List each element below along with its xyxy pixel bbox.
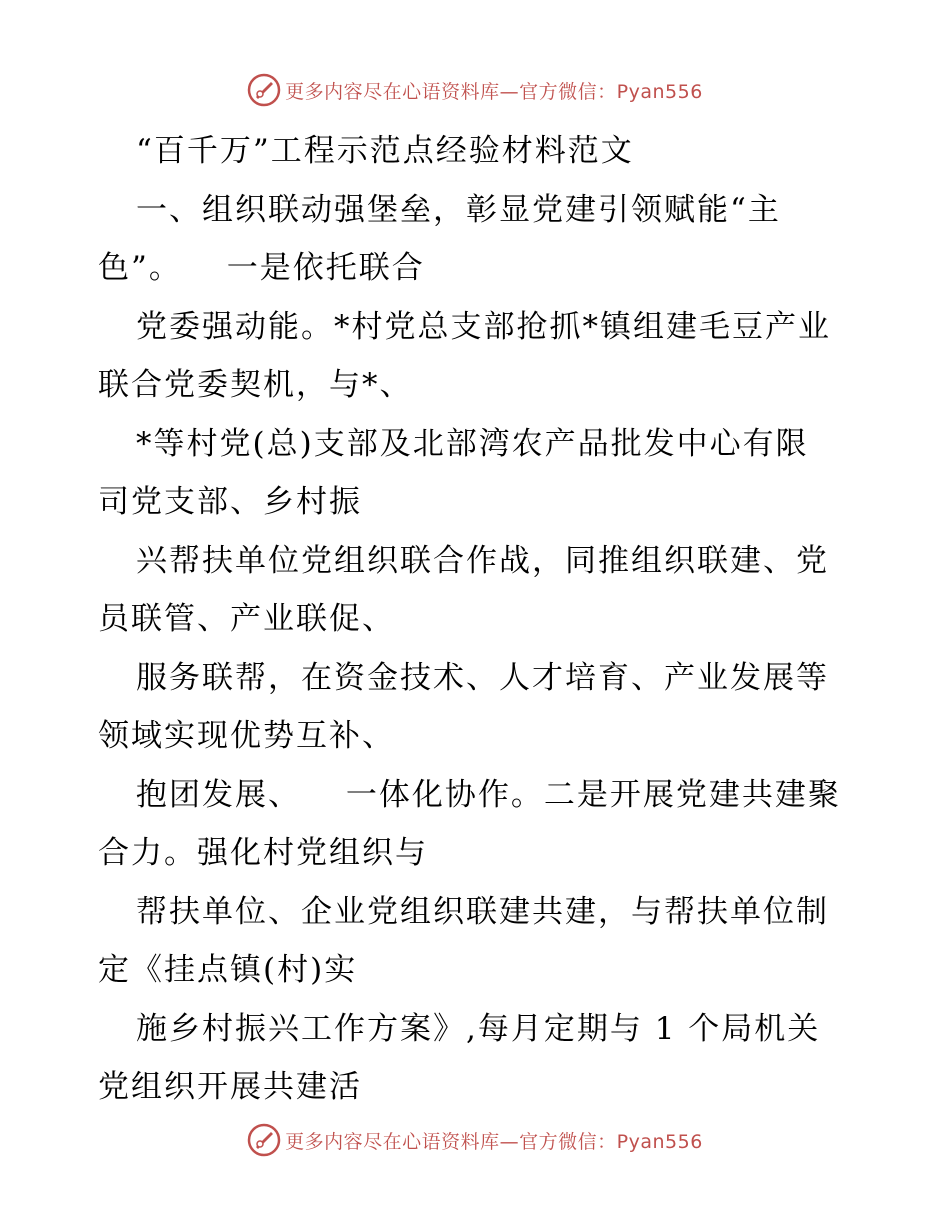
document-body [98, 122, 858, 1117]
text-line: 服务联帮，在资金技术、人才培育、产业发展等 [136, 659, 829, 696]
text-line: *等村党(总)支部及北部湾农产品批发中心有限 [136, 425, 809, 462]
text-line: 抱团发展、 一体化协作。二是开展党建共建聚 [136, 776, 841, 813]
watermark-text: 更多内容尽在心语资料库—官方微信：Pyan556 [285, 80, 703, 103]
text-line: 合力。强化村党组织与 [98, 835, 428, 871]
text-line: 施乡村振兴工作方案》,每月定期与 1 个局机关 [136, 1010, 821, 1047]
text-line: 帮扶单位、企业党组织联建共建，与帮扶单位制 [136, 893, 829, 930]
watermark-text: 更多内容尽在心语资料库—官方微信：Pyan556 [285, 1130, 703, 1153]
text-line: 联合党委契机，与*、 [98, 367, 413, 403]
footer-watermark [0, 1120, 950, 1160]
text-line: 员联管、产业联促、 [98, 601, 395, 637]
text-line: 党委强动能。*村党总支部抢抓*镇组建毛豆产业 [136, 308, 831, 345]
text-line: 定《挂点镇(村)实 [98, 952, 358, 988]
quill-logo-icon [247, 73, 281, 107]
quill-logo-icon [247, 1123, 281, 1157]
text-line: 兴帮扶单位党组织联合作战，同推组织联建、党 [136, 542, 829, 579]
text-line: 领域实现优势互补、 [98, 718, 395, 754]
header-watermark [0, 70, 950, 110]
text-line: 司党支部、乡村振 [98, 484, 362, 520]
text-line: “百千万”工程示范点经验材料范文 [136, 133, 634, 169]
text-line: 党组织开展共建活 [98, 1069, 362, 1105]
text-line: 一、组织联动强堡垒，彰显党建引领赋能“主 [136, 191, 781, 228]
text-line: 色”。 一是依托联合 [98, 250, 425, 286]
